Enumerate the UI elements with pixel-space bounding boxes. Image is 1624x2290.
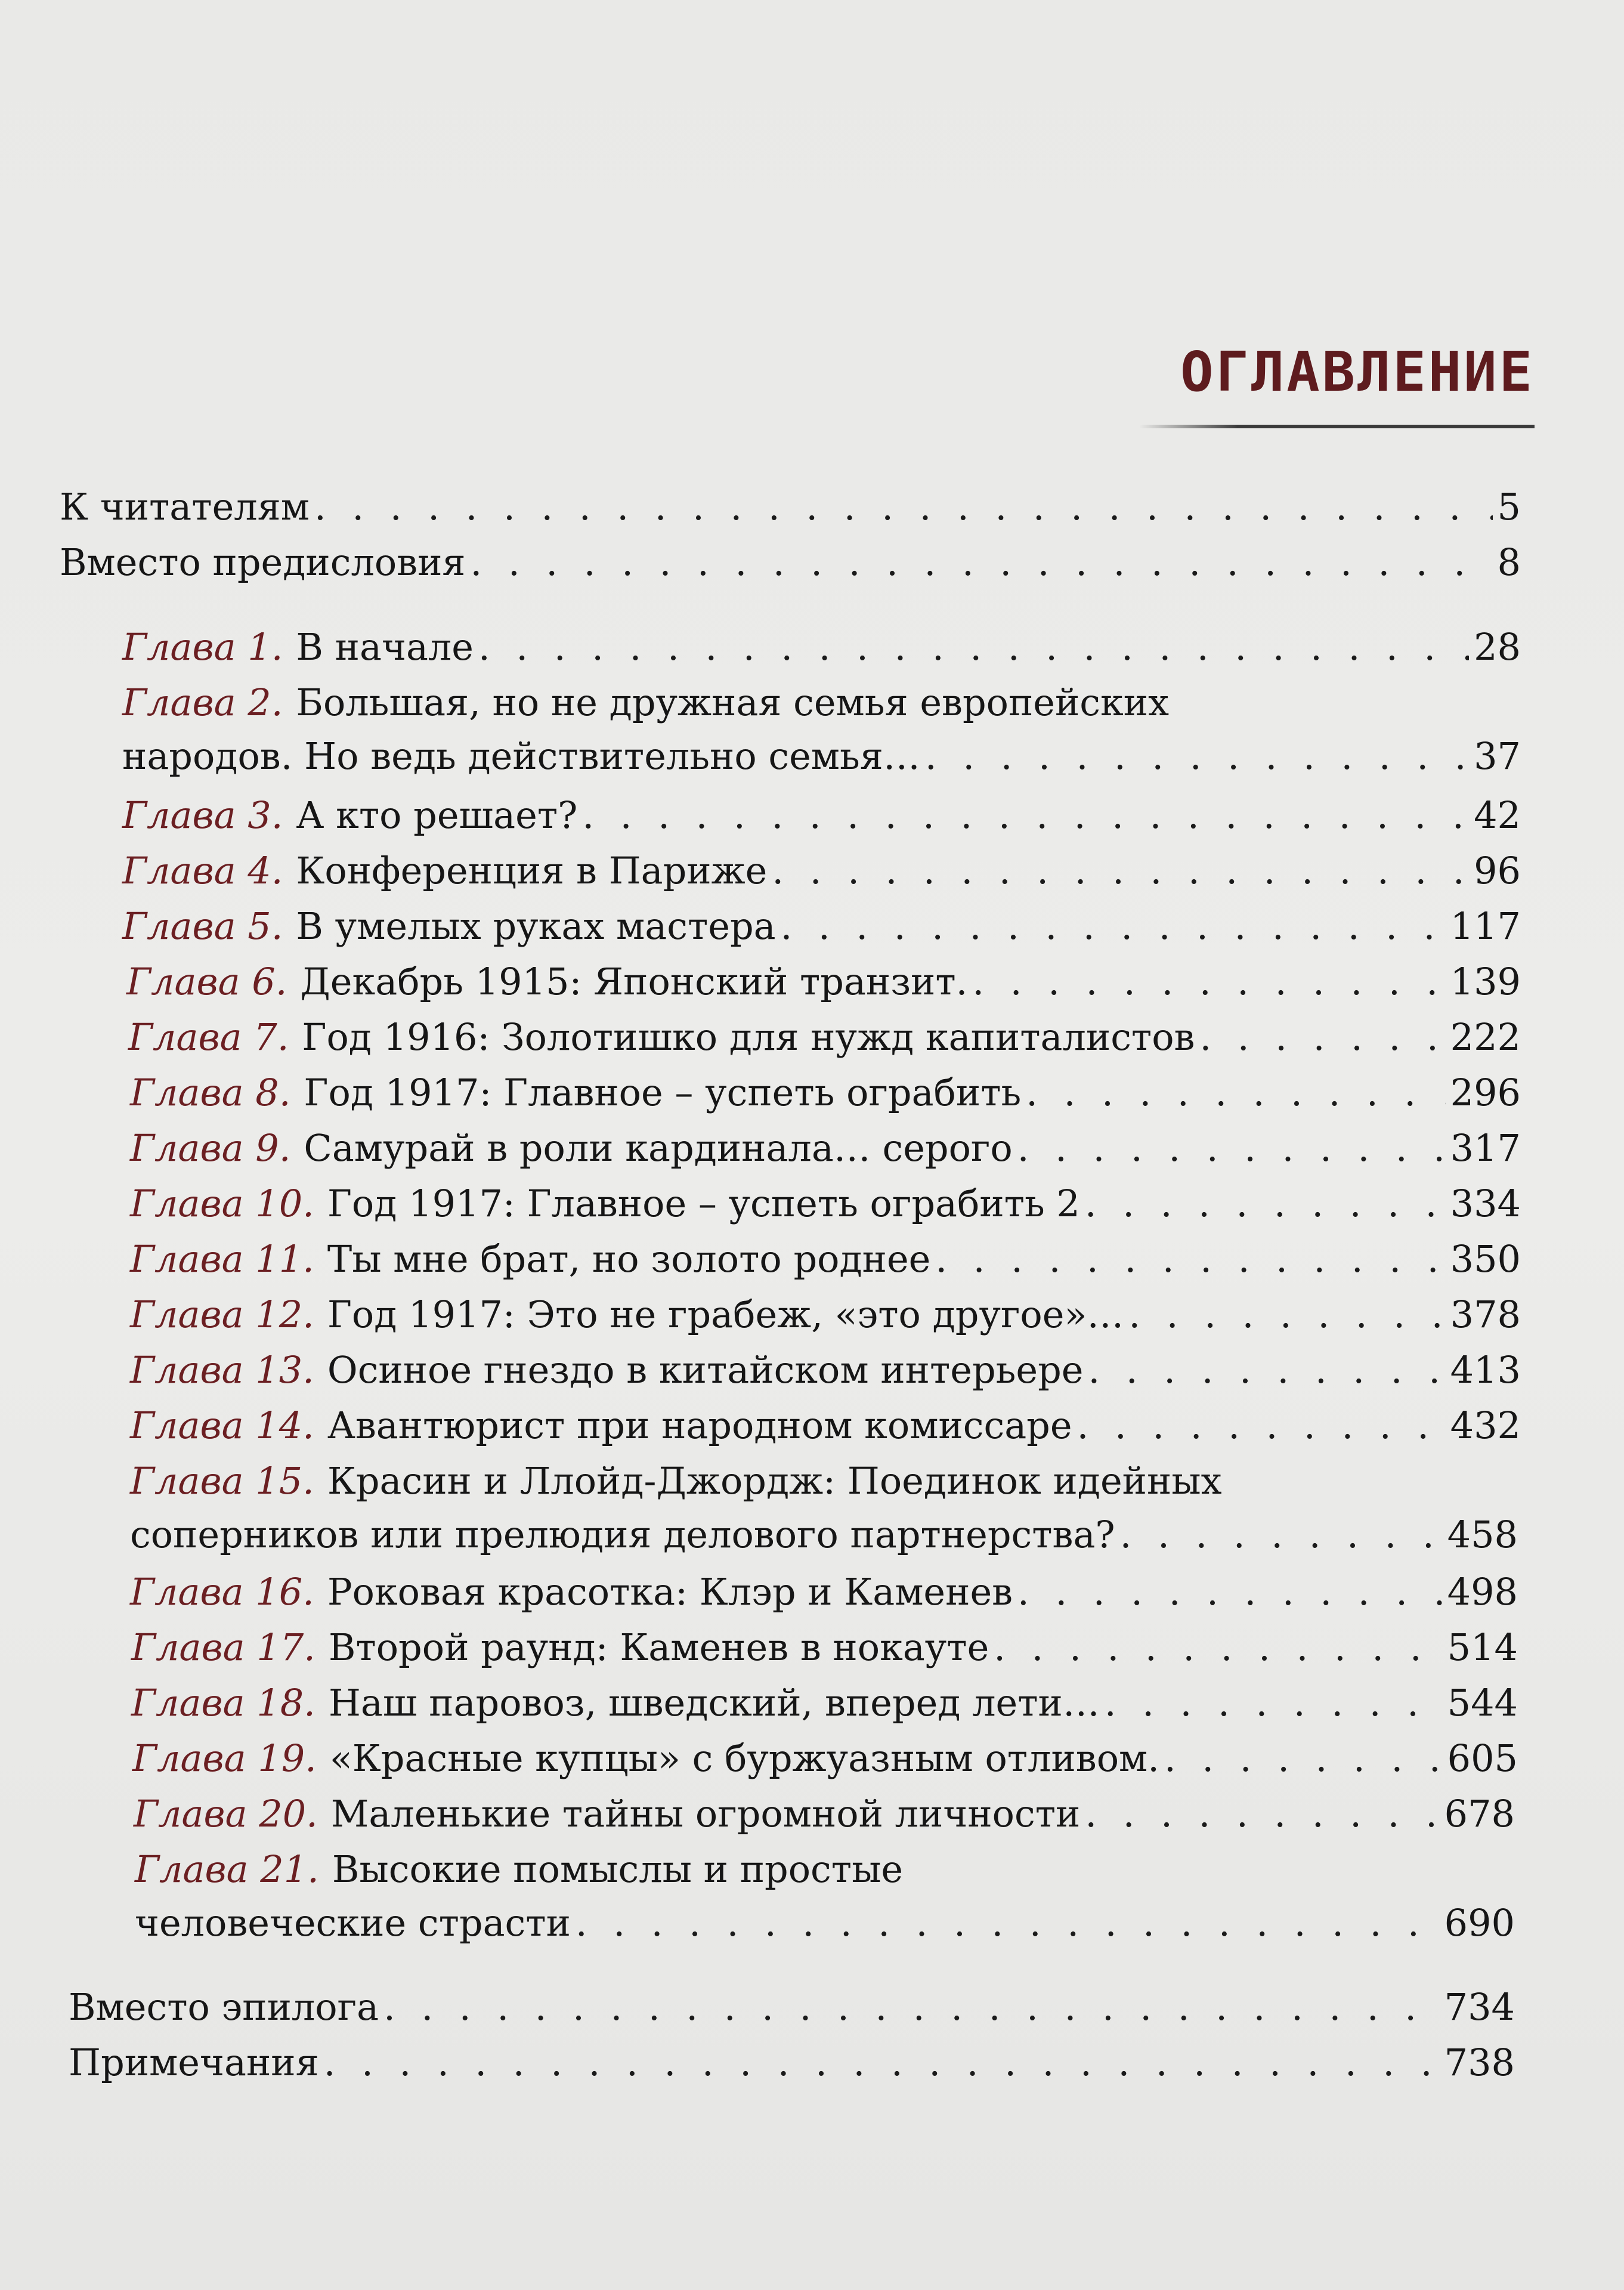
page-number: 498 (1447, 1570, 1518, 1614)
entry-title: Второй раунд: Каменев в нокауте (328, 1625, 989, 1669)
chapter-label: Глава 7. (128, 1015, 289, 1059)
toc-entry (130, 1399, 1521, 1453)
toc-entry (126, 955, 1521, 1009)
chapter-label: Глава 17. (131, 1625, 315, 1669)
page-number: 350 (1450, 1237, 1521, 1281)
page-number: 458 (1447, 1513, 1518, 1556)
entry-title: Наш паровоз, шведский, вперед лети… (328, 1681, 1100, 1725)
page-number: 738 (1444, 2041, 1515, 2084)
dot-leader (1026, 1066, 1445, 1120)
toc-entry (132, 1732, 1518, 1785)
entry-title: Декабрь 1915: Японский транзит. (300, 960, 968, 1003)
chapter-label: Глава 11. (130, 1237, 314, 1281)
entry-line (134, 1787, 1515, 1841)
entry-line (69, 1980, 1515, 2034)
page-number: 544 (1447, 1681, 1518, 1725)
page-number: 378 (1450, 1293, 1521, 1336)
toc-entry (134, 1787, 1515, 1841)
dot-leader (1128, 1288, 1445, 1342)
page-number: 42 (1474, 793, 1521, 837)
dot-leader (972, 955, 1445, 1009)
entry-line (131, 1676, 1518, 1730)
toc-entry (130, 1454, 1518, 1562)
chapter-label: Глава 9. (130, 1126, 291, 1170)
entry-title-continued: народов. Но ведь действительно семья… (122, 734, 920, 778)
toc-entry (128, 1010, 1521, 1064)
entry-line (130, 1121, 1521, 1175)
dot-leader (935, 1232, 1445, 1286)
page-number: 296 (1450, 1071, 1521, 1114)
toc-entry (130, 1232, 1521, 1286)
chapter-label: Глава 19. (132, 1736, 317, 1780)
toc-heading: ОГЛАВЛЕНИЕ (1180, 340, 1535, 404)
entry-line (135, 1843, 1515, 1896)
dot-leader (1199, 1010, 1445, 1064)
dot-leader (383, 1980, 1440, 2034)
entry-title: А кто решает? (296, 793, 578, 837)
entry-line (130, 1508, 1518, 1562)
entry-title: В умелых руках мастера (296, 904, 776, 948)
dot-leader (478, 620, 1469, 674)
toc-entry (122, 676, 1521, 783)
entry-line (131, 1621, 1518, 1674)
entry-line (130, 1288, 1521, 1342)
dot-leader (994, 1621, 1442, 1674)
dot-leader (781, 900, 1446, 953)
chapter-label: Глава 4. (122, 849, 283, 892)
chapter-label: Глава 13. (130, 1348, 314, 1392)
page-number: 5 (1497, 485, 1521, 529)
entry-line (122, 789, 1521, 842)
dot-leader (1164, 1732, 1443, 1785)
page-number: 37 (1474, 734, 1521, 778)
chapter-label: Глава 6. (126, 960, 287, 1003)
page-number: 139 (1450, 960, 1521, 1003)
entry-title: Высокие помыслы и простые (332, 1847, 904, 1891)
chapter-label: Глава 5. (122, 904, 283, 948)
entry-title: В начале (296, 625, 474, 669)
entry-title: Год 1917: Главное – успеть ограбить (304, 1071, 1022, 1114)
dot-leader (1105, 1676, 1443, 1730)
page-number: 413 (1450, 1348, 1521, 1392)
page-number: 117 (1450, 904, 1521, 948)
entry-line (130, 1565, 1518, 1619)
page-number: 28 (1474, 625, 1521, 669)
entry-title-continued: соперников или прелюдия делового партнерства? (130, 1513, 1115, 1556)
dot-leader (582, 789, 1469, 842)
chapter-label: Глава 14. (130, 1404, 314, 1447)
page-number: 317 (1450, 1126, 1521, 1170)
page-number: 8 (1497, 540, 1521, 584)
entry-title: Красин и Ллойд-Джордж: Поединок идейных (327, 1459, 1222, 1503)
toc-entry (60, 536, 1521, 589)
entry-title: Роковая красотка: Клэр и Каменев (327, 1570, 1013, 1614)
toc-entry (130, 1177, 1521, 1231)
page-number: 96 (1474, 849, 1521, 892)
toc-entry (122, 789, 1521, 842)
toc-entry (135, 1843, 1515, 1950)
entry-title: Вместо эпилога (69, 1985, 379, 2029)
dot-leader (324, 2036, 1440, 2090)
entry-title: Маленькие тайны огромной личности (330, 1792, 1081, 1835)
entry-title: Год 1917: Главное – успеть ограбить 2 (327, 1182, 1080, 1225)
chapter-label: Глава 12. (130, 1293, 314, 1336)
entry-title: Авантюрист при народном комиссаре (327, 1404, 1072, 1447)
entry-title: Самурай в роли кардинала… серого (304, 1126, 1013, 1170)
heading-rule (1139, 425, 1535, 428)
chapter-label: Глава 10. (130, 1182, 314, 1225)
dot-leader (925, 730, 1469, 783)
entry-line (130, 1177, 1521, 1231)
entry-line (132, 1732, 1518, 1785)
page-number: 432 (1450, 1404, 1521, 1447)
entry-line (69, 2036, 1515, 2090)
entry-line (130, 1399, 1521, 1453)
dot-leader (1077, 1399, 1446, 1453)
entry-line (135, 1896, 1515, 1950)
entry-title: Ты мне брат, но золото роднее (327, 1237, 931, 1281)
dot-leader (1088, 1343, 1445, 1397)
entry-line (122, 844, 1521, 898)
entry-line (126, 955, 1521, 1009)
entry-line (122, 676, 1521, 730)
chapter-label: Глава 2. (122, 681, 283, 724)
entry-line (60, 480, 1521, 534)
entry-title: К читателям (60, 485, 310, 529)
chapter-label: Глава 15. (130, 1459, 314, 1503)
entry-title: «Красные купцы» с буржуазным отливом. (329, 1736, 1159, 1780)
chapter-label: Глава 1. (122, 625, 283, 669)
page-number: 605 (1447, 1736, 1518, 1780)
dot-leader (1017, 1121, 1446, 1175)
toc-entry (69, 1980, 1515, 2034)
page-number: 514 (1447, 1625, 1518, 1669)
toc-entry (131, 1621, 1518, 1674)
entry-title: Вместо предисловия (60, 540, 466, 584)
dot-leader (1085, 1177, 1446, 1231)
page-number: 734 (1444, 1985, 1515, 2029)
chapter-label: Глава 8. (130, 1071, 291, 1114)
entry-line (122, 900, 1521, 953)
page-number: 690 (1444, 1901, 1515, 1945)
toc-entry (69, 2036, 1515, 2090)
entry-line (128, 1010, 1521, 1064)
chapter-label: Глава 3. (122, 793, 283, 837)
toc-entry (130, 1066, 1521, 1120)
toc-entry (122, 620, 1521, 674)
entry-line (130, 1066, 1521, 1120)
entry-line (122, 730, 1521, 783)
entry-title: Конференция в Париже (296, 849, 768, 892)
entry-line (122, 620, 1521, 674)
dot-leader (1017, 1565, 1443, 1619)
chapter-label: Глава 16. (130, 1570, 314, 1614)
toc-entry (122, 844, 1521, 898)
entry-line (60, 536, 1521, 589)
toc-entry (130, 1565, 1518, 1619)
toc-entry (122, 900, 1521, 953)
toc-entry (130, 1288, 1521, 1342)
entry-line (130, 1454, 1518, 1508)
page-number: 222 (1450, 1015, 1521, 1059)
toc-entry (130, 1343, 1521, 1397)
dot-leader (314, 480, 1493, 534)
dot-leader (1120, 1508, 1443, 1562)
entry-line (130, 1343, 1521, 1397)
entry-title: Год 1917: Это не грабеж, «это другое»… (327, 1293, 1124, 1336)
entry-line (130, 1232, 1521, 1286)
page-number: 334 (1450, 1182, 1521, 1225)
entry-title: Год 1916: Золотишко для нужд капиталистов (302, 1015, 1195, 1059)
chapter-label: Глава 18. (131, 1681, 315, 1725)
entry-title: Осиное гнездо в китайском интерьере (327, 1348, 1084, 1392)
entry-title-continued: человеческие страсти (135, 1901, 571, 1945)
toc-entry (60, 480, 1521, 534)
page-number: 678 (1444, 1792, 1515, 1835)
toc-entry (130, 1121, 1521, 1175)
chapter-label: Глава 21. (135, 1847, 319, 1891)
dot-leader (576, 1896, 1440, 1950)
dot-leader (772, 844, 1469, 898)
toc-entry (131, 1676, 1518, 1730)
entry-title: Примечания (69, 2041, 319, 2084)
entry-title: Большая, но не дружная семья европейских (296, 681, 1170, 724)
dot-leader (471, 536, 1493, 589)
chapter-label: Глава 20. (134, 1792, 318, 1835)
dot-leader (1085, 1787, 1439, 1841)
